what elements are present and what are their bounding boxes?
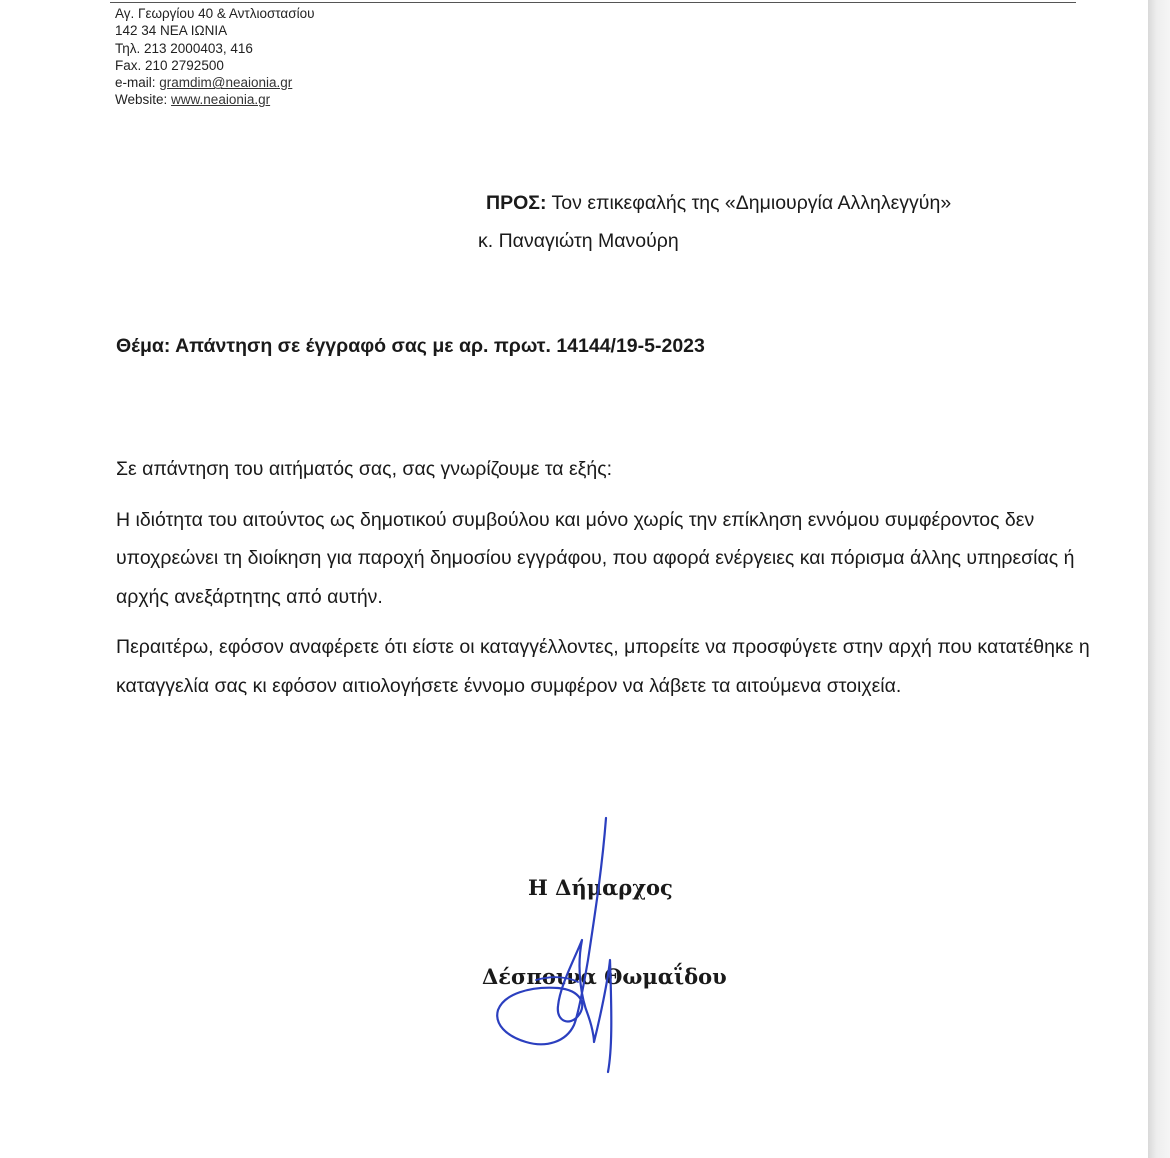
body-paragraph-1: Η ιδιότητα του αιτούντος ως δημοτικού συμβούλου και μόνο χωρίς την επίκληση εννόμου συμφέροντος δεν υποχρεώνει τη διοίκηση για παροχή δημοσίου εγγράφου, που αφορά ενέργειες και πόρισμα άλλης υπηρεσίας ή αρχής ανεξάρτητης από αυτήν. [116, 508, 1075, 608]
recipient-label: ΠΡΟΣ: [486, 192, 547, 214]
email-line [115, 74, 314, 91]
page-edge-shadow [1148, 0, 1170, 1158]
recipient-line-1: Τον επικεφαλής της «Δημιουργία Αλληλεγγύη» [551, 192, 952, 214]
letterhead-contact [115, 5, 314, 109]
signatory-title: Η Δήμαρχος [528, 875, 673, 900]
signatory-name: Δέσποινα Θωμαΐδου [482, 964, 727, 989]
website-line [115, 91, 314, 108]
recipient-block [478, 184, 951, 260]
website-label: Website: [115, 92, 168, 108]
address-line-1: Αγ. Γεωργίου 40 & Αντλιοστασίου [115, 6, 315, 21]
email-label: e-mail: [115, 75, 156, 91]
body-intro: Σε απάντηση του αιτήματός σας, σας γνωρίζουμε τα εξής: [116, 458, 613, 480]
handwritten-signature [470, 810, 670, 1090]
recipient-line-2: κ. Παναγιώτη Μανούρη [478, 230, 679, 252]
body-paragraph-2: Περαιτέρω, εφόσον αναφέρετε ότι είστε οι καταγγέλλοντες, μπορείτε να προσφύγετε στην αρχή που κατατέθηκε η καταγγελία σας κι εφόσον αιτιολογήσετε έννομο συμφέρον να λάβετε τα αιτούμενα στοιχεία. [116, 636, 1090, 697]
email-link[interactable]: gramdim@neaionia.gr [159, 75, 293, 91]
letter-body [116, 450, 1096, 717]
subject-line: Θέμα: Απάντηση σε έγγραφό σας με αρ. πρωτ. 14144/19-5-2023 [116, 335, 705, 357]
phone-line: Τηλ. 213 2000403, 416 [115, 40, 253, 56]
header-rule [110, 2, 1076, 3]
website-link[interactable]: www.neaionia.gr [171, 92, 271, 108]
address-line-2: 142 34 ΝΕΑ ΙΩΝΙΑ [115, 23, 228, 39]
fax-line: Fax. 210 2792500 [115, 57, 224, 73]
